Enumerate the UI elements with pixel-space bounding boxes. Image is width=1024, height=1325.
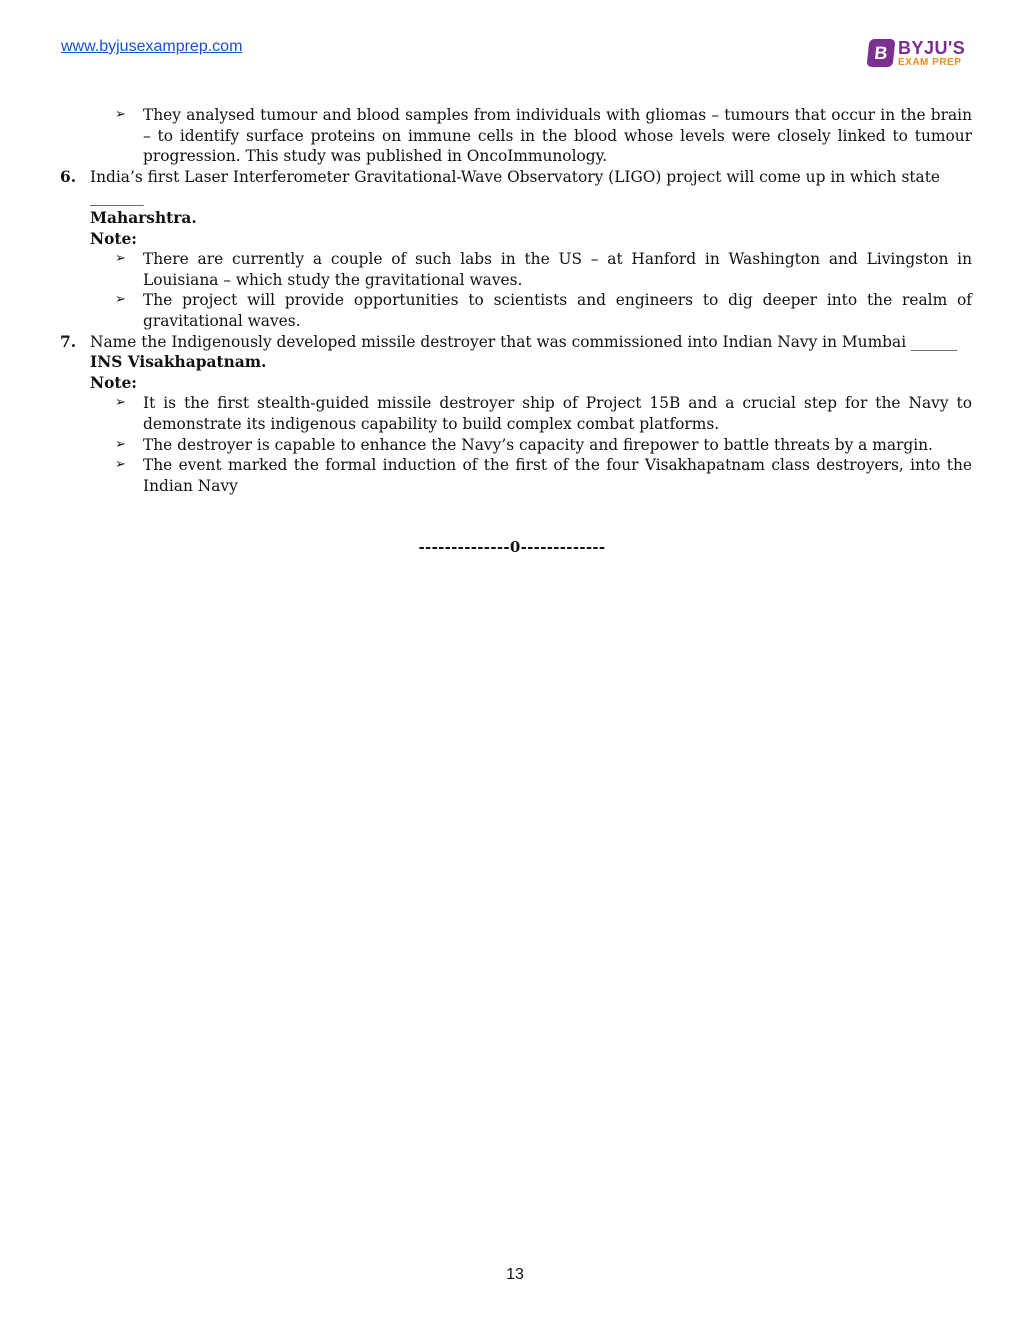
logo-brand-text: BYJU'S [898, 37, 966, 58]
byjus-logo-icon: B [867, 39, 896, 67]
question-7 [60, 332, 972, 373]
note-label: Note: [90, 373, 137, 392]
note-bullet [60, 393, 972, 434]
intro-bullet [60, 105, 972, 167]
arrow-bullet-icon: ➢ [115, 292, 126, 308]
bullet-text: There are currently a couple of such labs in the US – at Hanford in Washington and Livingston in Louisiana – which study the gravitational waves. [143, 250, 972, 289]
bullet-text: The project will provide opportunities to scientists and engineers to dig deeper into the realm of gravitational waves. [143, 291, 972, 330]
question-number: 7. [60, 332, 77, 351]
arrow-bullet-icon: ➢ [115, 395, 126, 411]
question-6 [60, 167, 972, 229]
note-bullet [60, 455, 972, 496]
bullet-text: The destroyer is capable to enhance the Navy’s capacity and firepower to battle threats by a margin. [143, 435, 933, 454]
question-text: Name the Indigenously developed missile destroyer that was commissioned into Indian Navy in Mumbai ______ [90, 332, 958, 351]
question-number: 6. [60, 167, 77, 186]
note-bullet [60, 435, 972, 456]
website-link[interactable]: www.byjusexamprep.com [61, 38, 243, 55]
note-label: Note: [90, 229, 137, 248]
note-bullet [60, 249, 972, 290]
section-separator: --------------0------------- [418, 538, 606, 556]
bullet-text: They analysed tumour and blood samples from individuals with gliomas – tumours that occur in the brain – to identify surface proteins on immune cells in the blood whose levels were closely linked to tumour progression. This study was published in OncoImmunology. [143, 106, 972, 166]
arrow-bullet-icon: ➢ [115, 457, 126, 473]
arrow-bullet-icon: ➢ [115, 251, 126, 267]
answer-text: INS Visakhapatnam. [90, 353, 267, 372]
arrow-bullet-icon: ➢ [115, 436, 126, 452]
answer-text: Maharshtra. [90, 208, 197, 227]
byjus-exam-prep-logo [868, 37, 978, 69]
bullet-text: The event marked the formal induction of the first of the four Visakhapatnam class destroyers, into the Indian Navy [143, 456, 972, 495]
question-text: India’s first Laser Interferometer Gravitational-Wave Observatory (LIGO) project will come up in which state _______ [90, 167, 941, 207]
document-body [60, 105, 972, 496]
arrow-bullet-icon: ➢ [115, 107, 126, 122]
note-bullet [60, 290, 972, 331]
logo-sub-text: EXAM PREP [898, 56, 962, 68]
page-number: 13 [506, 1266, 524, 1283]
bullet-text: It is the first stealth-guided missile destroyer ship of Project 15B and a crucial step for the Navy to demonstrate its indigenous capability to build complex combat platforms. [143, 394, 972, 433]
